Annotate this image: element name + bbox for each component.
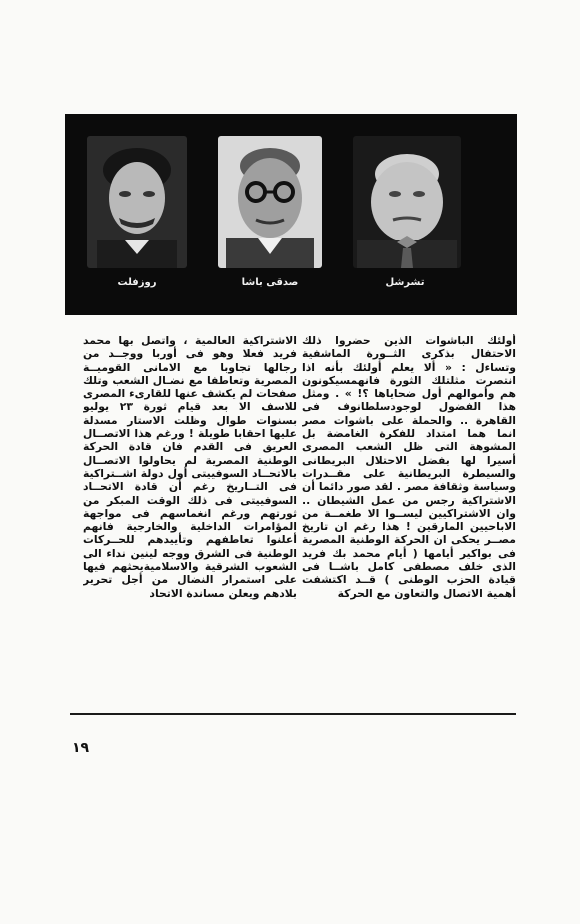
churchill-portrait xyxy=(353,136,461,268)
photo-band xyxy=(65,114,517,315)
article-text-right: أولئك الباشوات الذين حضروا ذلك الاحتفال بذكرى الثــورة الماشفية وتساءل : « ألا يعلم أولئك بأنه اذا انتصرت مثلتلك الثورة فانهمسيكونون هم وأموالهم أول ضحاياها ؟! » . ومثل هذا الفضول لوجودسلطانوف فى القاهرة .. والحملة على باشوات مصر انما هما امتداد للفكرة الغامضة بل المشوهة التى ظل الشعب المصرى أسيرا لها بفضل الاحتلال البريطانى والسيطرة البريطانية على مقــدرات وسياسة وثقافة مصر . لقد صور دائما أن الاشتراكية رجس من عمل الشيطان .. وان الاشتراكيين ليســوا الا طغمــة من الاباحيين المارقين ! هذا رغم ان تاريخ مصــر يحكى ان الحركة الوطنية المصرية فى بواكير أيامها ( أيام محمد بك فريد الذى خلف مصطفى كامل باشــا فى قيادة الحزب الوطنى ) قــد اكتشفت أهمية الاتصال والتعاون مع الحركة xyxy=(302,334,516,600)
sidqi-pasha-caption: صدقى باشا xyxy=(241,277,299,288)
article-column-left xyxy=(83,334,297,682)
page-number: ١٩ xyxy=(72,740,90,756)
article-column-right xyxy=(302,334,516,682)
article-text-left: الاشتراكية العالمية ، واتصل بها محمد فريد فعلا وهو فى أوربا ووجــد من رجالها تجاوبا مع الامانى القوميــة المصرية وتعاطفا مع نضـال الشعب وتلك صفحات لم يكشف عنها للقارىء المصرى للاسف الا بعد قيام ثورة ٢٣ يوليو بسنوات طوال وظلت الاستار مسدلة عليها احقابا طويلة ! ورغم هذا الاتصــال العريق فى القدم فان قادة الحركة الوطنية المصرية لم يحاولوا الاتصــال بالاتحــاد السوفييتى أول دولة اشــتراكية فى التــاريخ رغم أن قادة الاتحــاد السوفييتى فى ذلك الوقت المبكر من ثورتهم ورغم انغماسهم فى مواجهة المؤامرات الداخلية والخارجية فانهم أعلنوا تعاطفهم وتأييدهم للحــركات الوطنية فى الشرق ووجه لينين نداء الى الشعوب الشرقية والاسلاميةيحثهم فيها على استمرار النضال من أجل تحرير بلادهم ويعلن مساندة الاتحاد xyxy=(83,334,297,600)
sidqi-pasha-portrait xyxy=(218,136,322,268)
churchill-caption: تشرشل xyxy=(385,277,425,288)
horizontal-rule xyxy=(70,713,516,715)
roosevelt-portrait xyxy=(87,136,187,268)
roosevelt-caption: روزفلت xyxy=(117,277,157,288)
